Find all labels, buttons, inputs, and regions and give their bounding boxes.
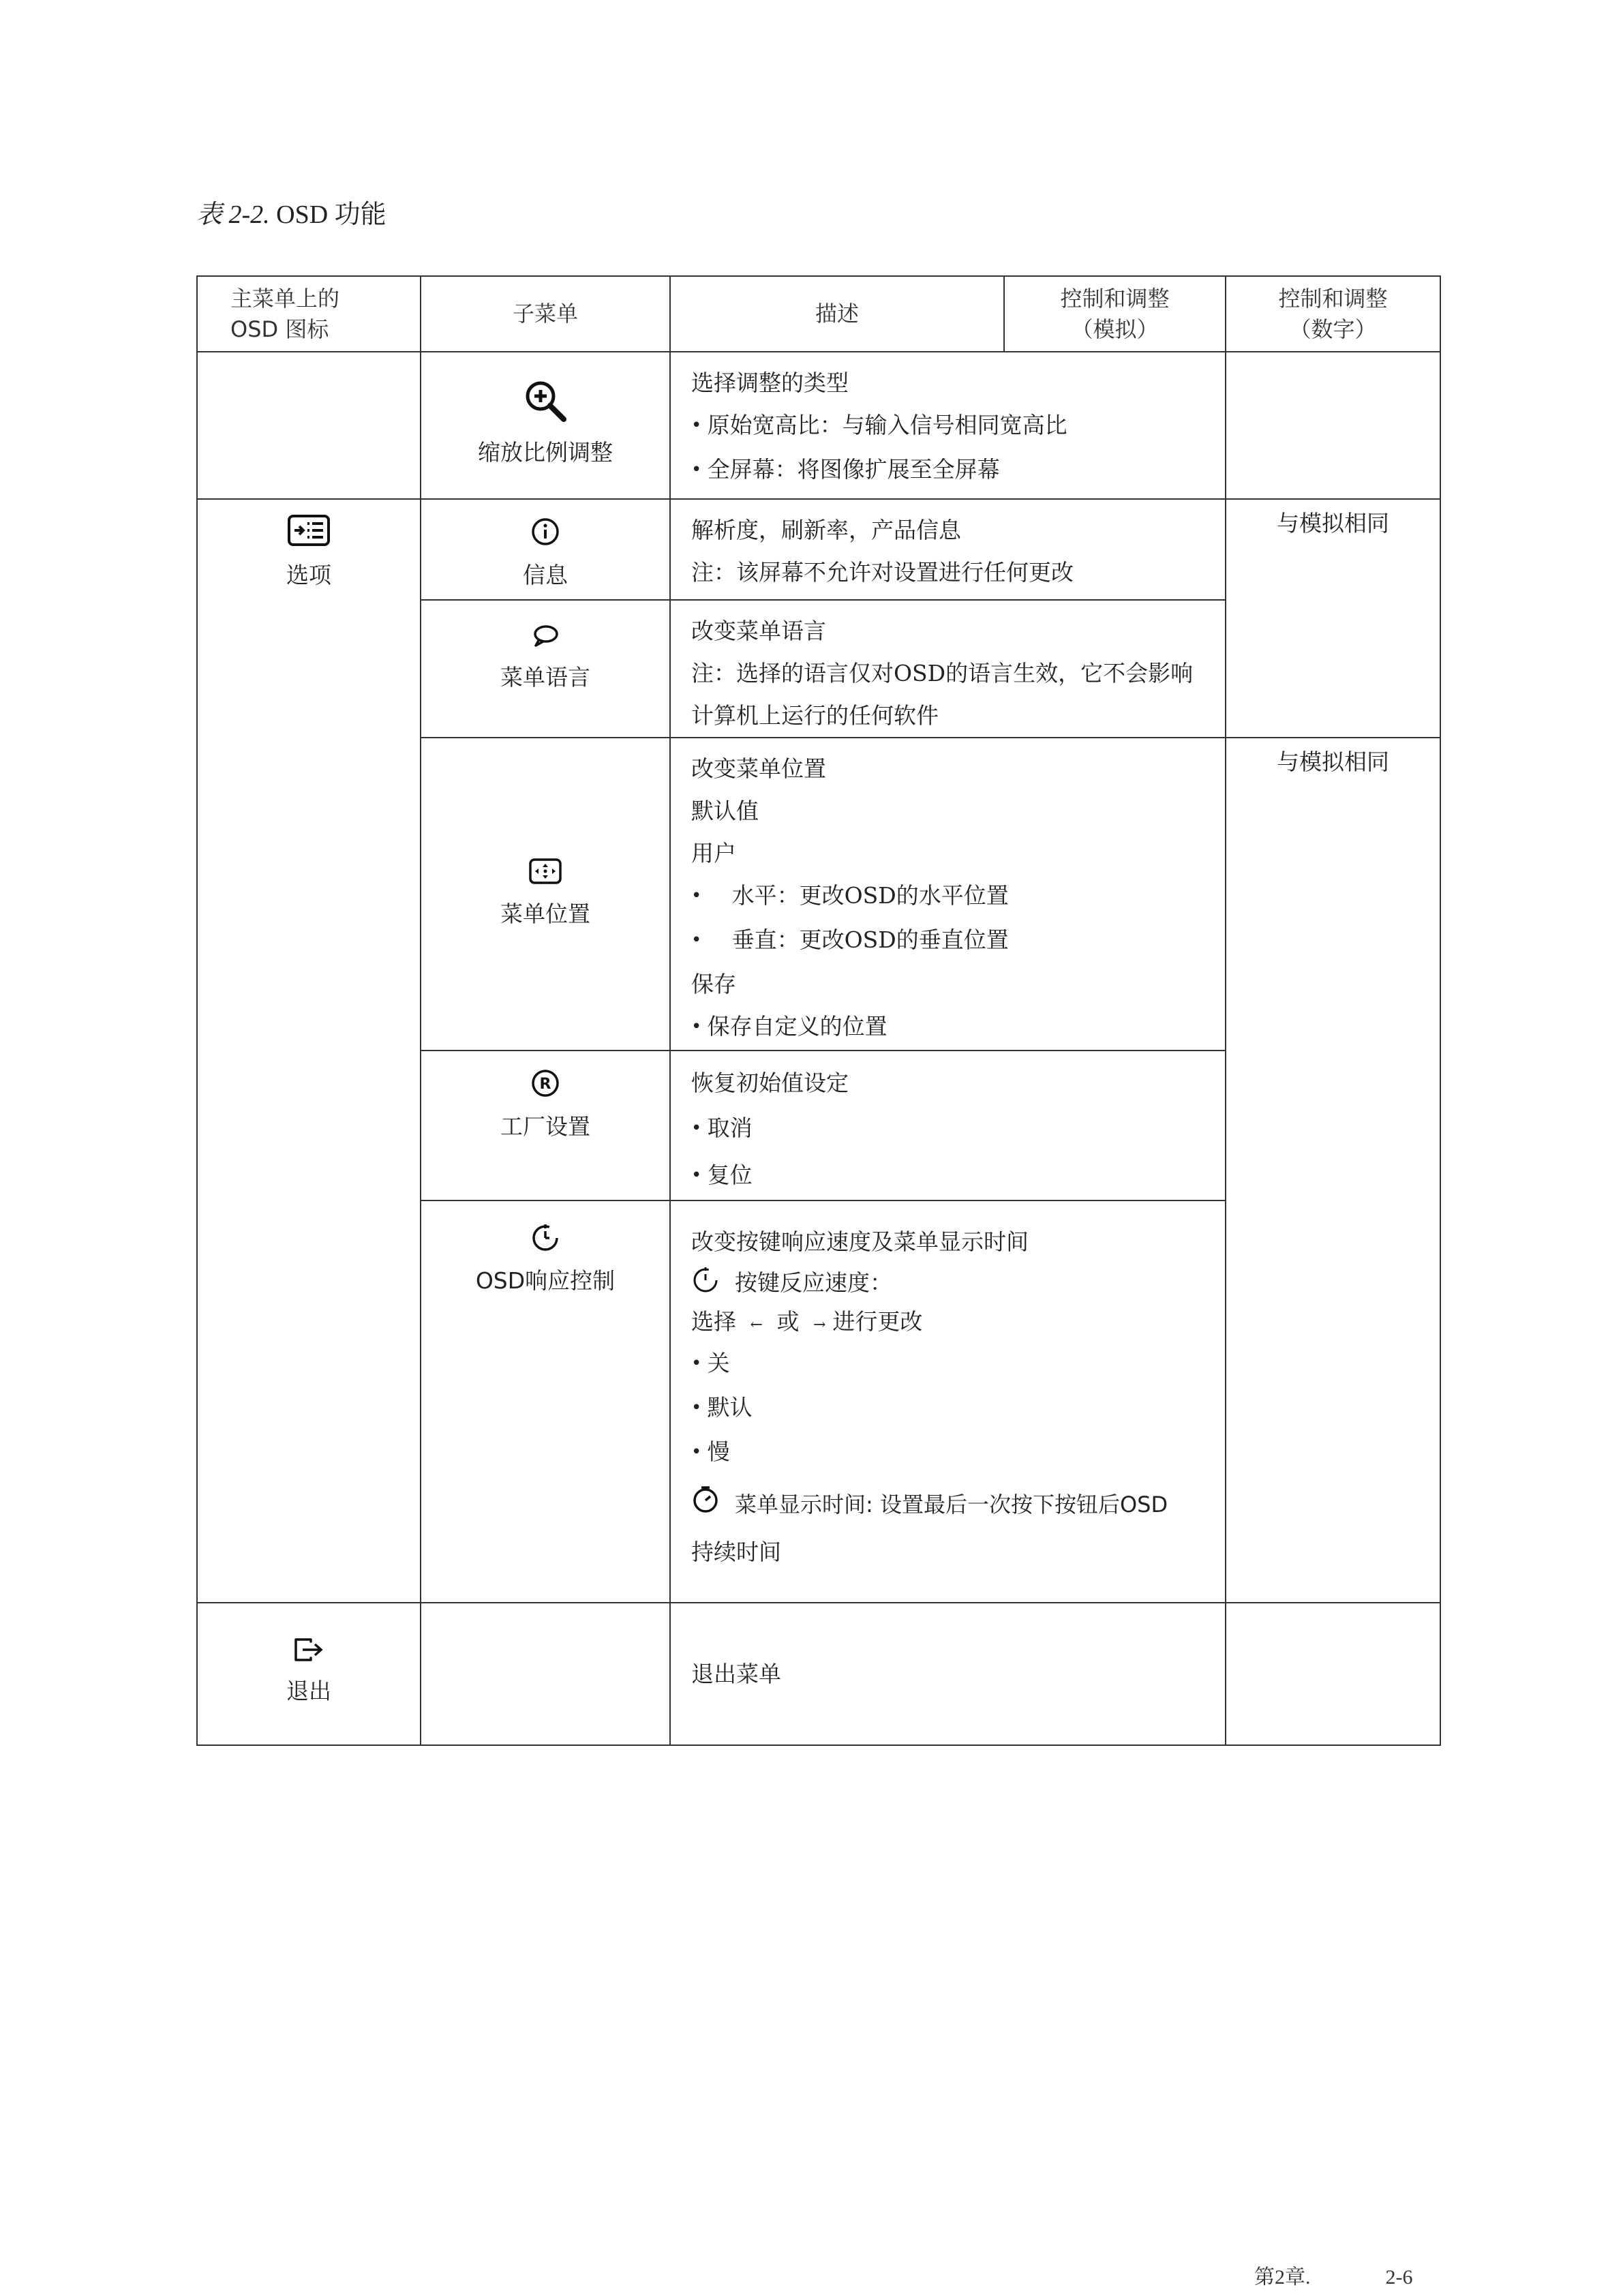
stopwatch-icon: [691, 1265, 720, 1305]
zoom-digital-cell: [1226, 352, 1440, 499]
timer-icon: [421, 1222, 669, 1260]
info-label: 信息: [523, 562, 568, 589]
factory-reset-icon: [421, 1069, 669, 1106]
position-description: 改变菜单位置 默认值 用户 • 水平：更改OSD的水平位置 • 垂直：更改OSD的垂直位置 保存 • 保存自定义的位置: [670, 738, 1226, 1051]
right-arrow-icon: →: [813, 1316, 826, 1333]
zoom-main-icon-cell: [197, 352, 421, 499]
table-row-info: [197, 499, 1440, 600]
speech-bubble-icon: [421, 624, 669, 656]
language-label: 菜单语言: [500, 664, 590, 691]
exit-label: 退出: [286, 1678, 331, 1705]
response-submenu-cell: [421, 1200, 670, 1603]
zoom-description: 选择调整的类型 • 原始宽高比：与输入信号相同宽高比 • 全屏幕：将图像扩展至全屏幕: [670, 352, 1226, 499]
response-label: OSD响应控制: [475, 1267, 616, 1295]
factory-description: 恢复初始值设定 • 取消 • 复位: [670, 1051, 1226, 1200]
options-list-icon: [198, 515, 420, 554]
menu-position-icon: [421, 858, 669, 892]
exit-main-icon-cell: [197, 1603, 421, 1745]
info-submenu-cell: [421, 499, 670, 600]
exit-icon: [198, 1637, 420, 1670]
position-submenu-cell: [421, 738, 670, 1051]
header-control-analog: 控制和调整 （模拟）: [1004, 276, 1226, 352]
zoom-label: 缩放比例调整: [478, 439, 613, 466]
position-digital-cell: 与模拟相同: [1226, 738, 1440, 1603]
factory-label: 工厂设置: [500, 1113, 590, 1141]
table-row-zoom: [197, 352, 1440, 499]
exit-submenu-cell: [421, 1603, 670, 1745]
info-digital-cell: 与模拟相同: [1226, 499, 1440, 738]
info-description: 解析度，刷新率，产品信息 注：该屏幕不允许对设置进行任何更改: [670, 499, 1226, 600]
exit-digital-cell: [1226, 1603, 1440, 1745]
header-description: 描述: [670, 276, 1004, 352]
footer-page-number: 2-6: [1385, 2266, 1413, 2289]
zoom-submenu-cell: [421, 352, 670, 499]
osd-function-table: [196, 275, 1441, 1746]
options-label: 选项: [286, 562, 331, 589]
exit-description: 退出菜单: [670, 1603, 1226, 1745]
options-main-icon-cell: [197, 499, 421, 1603]
page-footer: [1254, 2260, 1413, 2290]
language-description: 改变菜单语言 注：选择的语言仅对OSD的语言生效，它不会影响 计算机上运行的任何软件: [670, 600, 1226, 738]
svg-text:R: R: [539, 1076, 551, 1093]
zoom-in-icon: [421, 378, 669, 432]
header-main-menu-icon: 主菜单上的 OSD 图标: [197, 276, 421, 352]
caption-title: OSD 功能: [276, 200, 386, 229]
header-submenu: 子菜单: [421, 276, 670, 352]
table-caption: [196, 193, 386, 230]
left-arrow-icon: ←: [750, 1316, 763, 1333]
response-description: 改变按键响应速度及菜单显示时间 按键反应速度： 选择 ← 或 → 进行更改 • 关 • 默认 • 慢 菜单显示时间: 设置最后一次按下按钮后OSD 持续时间: [670, 1200, 1226, 1603]
info-icon: [421, 517, 669, 554]
table-header-row: [197, 276, 1440, 352]
factory-submenu-cell: [421, 1051, 670, 1200]
caption-prefix: 表 2-2.: [196, 200, 270, 229]
language-submenu-cell: [421, 600, 670, 738]
footer-chapter: 第2章.: [1254, 2266, 1311, 2289]
header-control-digital: 控制和调整 （数字）: [1226, 276, 1440, 352]
clock-icon: [691, 1477, 720, 1535]
table-row-exit: [197, 1603, 1440, 1745]
position-label: 菜单位置: [500, 900, 590, 927]
